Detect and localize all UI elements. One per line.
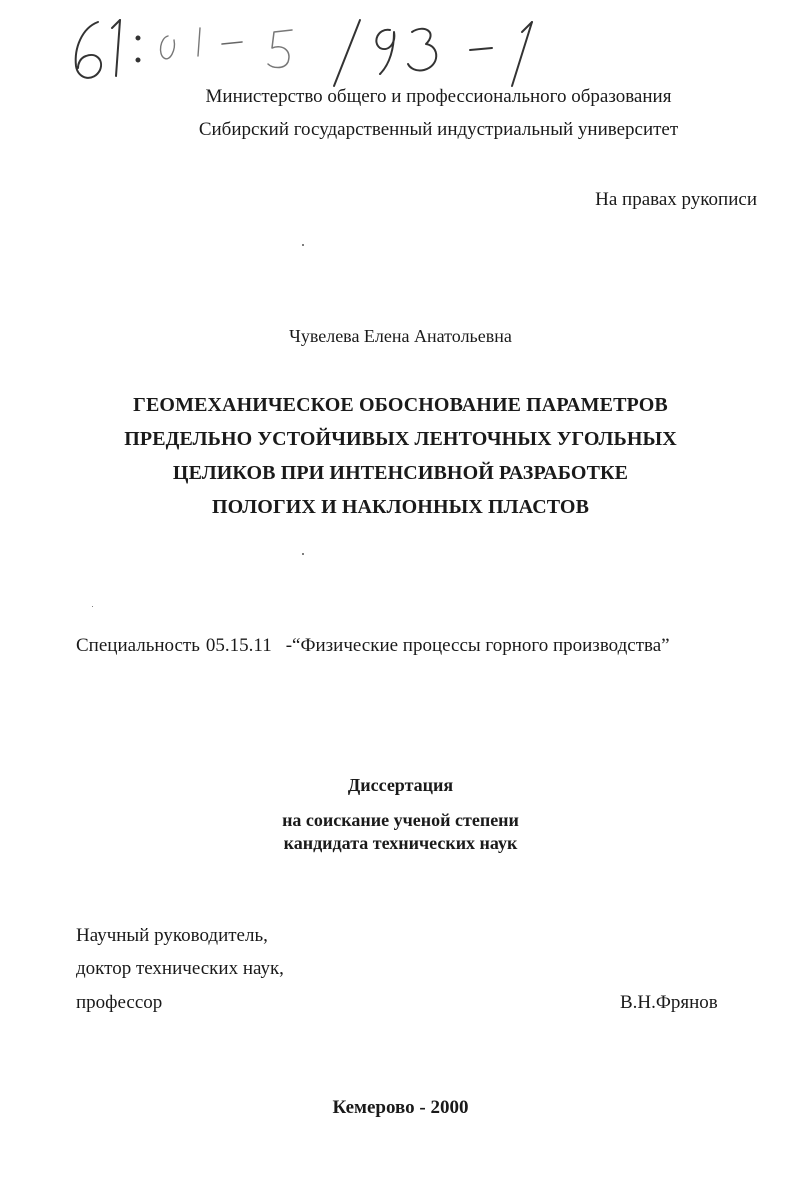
supervisor-title: профессор — [76, 992, 163, 1013]
ministry-name: Министерство общего и профессионального образования — [205, 86, 672, 107]
title-line-2: ПРЕДЕЛЬНО УСТОЙЧИВЫХ ЛЕНТОЧНЫХ УГОЛЬНЫХ — [124, 428, 677, 450]
speciality-label: Специальность — [76, 635, 200, 656]
speciality-line — [76, 635, 670, 657]
scan-speck — [302, 244, 304, 246]
degree-line-1: на соискание ученой степени — [282, 810, 519, 830]
manuscript-rights-note: На правах рукописи — [595, 189, 757, 210]
speciality-name: -“Физические процессы горного производства” — [285, 635, 670, 656]
supervisor-role: Научный руководитель, — [76, 925, 268, 946]
title-line-4: ПОЛОГИХ И НАКЛОННЫХ ПЛАСТОВ — [211, 496, 590, 518]
author-name: Чувелева Елена Анатольевна — [289, 326, 512, 346]
degree-line-2: кандидата технических наук — [283, 833, 518, 853]
supervisor-degree: доктор технических наук, — [76, 958, 284, 979]
title-line-1: ГЕОМЕХАНИЧЕСКОЕ ОБОСНОВАНИЕ ПАРАМЕТРОВ — [133, 394, 668, 416]
title-line-3: ЦЕЛИКОВ ПРИ ИНТЕНСИВНОЙ РАЗРАБОТКЕ — [172, 462, 629, 484]
handwritten-catalog-number — [60, 8, 540, 93]
city-year: Кемерово - 2000 — [332, 1097, 469, 1118]
scan-speck — [302, 553, 304, 555]
supervisor-name: В.Н.Фрянов — [620, 992, 718, 1013]
university-name: Сибирский государственный индустриальный университет — [198, 119, 679, 140]
dissertation-heading: Диссертация — [347, 775, 454, 795]
speciality-code: 05.15.11 — [205, 635, 272, 656]
scan-speck — [92, 606, 93, 607]
